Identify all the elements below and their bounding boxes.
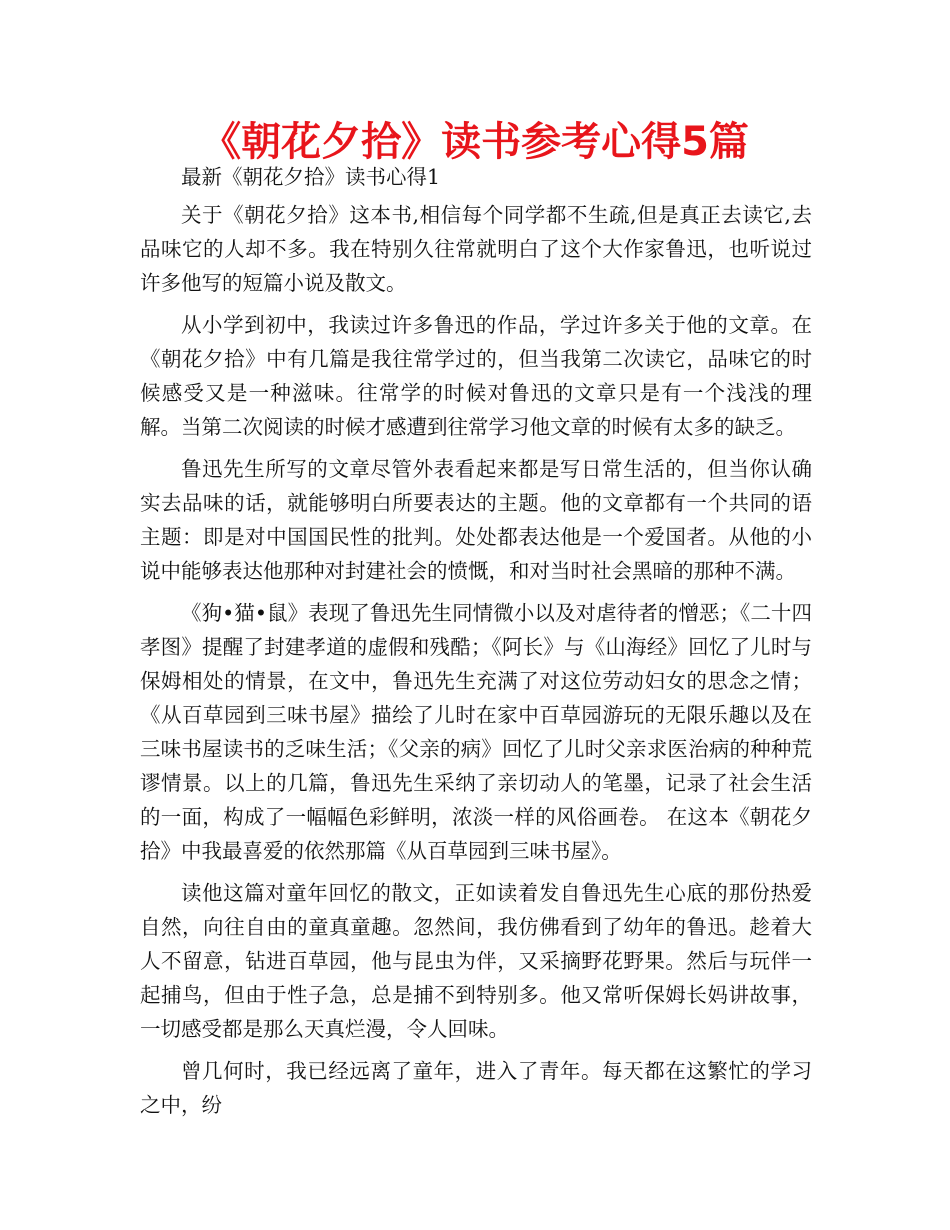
paragraph: 鲁迅先生所写的文章尽管外表看起来都是写日常生活的，但当你认确实去品味的话，就能够明白所要表达的主题。他的文章都有一个共同的语主题：即是对中国国民性的批判。处处都表达他是一个爱国者。从他的小说中能够表达他那种对封建社会的愤慨，和对当时社会黑暗的那种不满。 xyxy=(140,457,812,583)
paragraph: 读他这篇对童年回忆的散文，正如读着发自鲁迅先生心底的那份热爱自然，向往自由的童真童趣。忽然间，我仿佛看到了幼年的鲁迅。趁着大人不留意，钻进百草园，他与昆虫为伴，又采摘野花野果。然后与玩伴一起捕鸟，但由于性子急，总是捕不到特别多。他又常听保姆长妈讲故事， 一切感受都是那么天真烂漫，令人回味。 xyxy=(140,881,812,1041)
section-subtitle: 最新《朝花夕拾》读书心得1 xyxy=(181,165,441,189)
paragraph: 《狗•猫•鼠》表现了鲁迅先生同情微小以及对虐待者的憎恶；《二十四孝图》提醒了封建孝道的虚假和残酷；《阿长》与《山海经》回忆了儿时与保姆相处的情景，在文中，鲁迅先生充满了对这位劳动妇女的思念之情；《从百草园到三味书屋》描绘了儿时在家中百草园游玩的无限乐趣以及在三味书屋读书的乏味生活；《父亲的病》回忆了儿时父亲求医治病的种种荒谬情景。以上的几篇，鲁迅先生采纳了亲切动人的笔墨，记录了社会生活的一面，构成了一幅幅色彩鲜明，浓淡一样的风俗画卷。 在这本《朝花夕拾》中我最喜爱的依然那篇《从百草园到三味书屋》。 xyxy=(140,601,812,863)
document-title: 《朝花夕拾》读书参考心得5篇 xyxy=(201,119,749,165)
document-body xyxy=(140,160,812,1130)
paragraph: 关于《朝花夕拾》这本书,相信每个同学都不生疏,但是真正去读它,去品味它的人却不多。我在特别久往常就明白了这个大作家鲁迅，也听说过许多他写的短篇小说及散文。 xyxy=(140,203,812,295)
paragraph: 曾几何时，我已经远离了童年，进入了青年。每天都在这繁忙的学习之中，纷 xyxy=(140,1059,812,1117)
paragraph: 从小学到初中，我读过许多鲁迅的作品，学过许多关于他的文章。在《朝花夕拾》中有几篇是我往常学过的，但当我第二次读它，品味它的时候感受又是一种滋味。往常学的时候对鲁迅的文章只是有一个浅浅的理解。当第二次阅读的时候才感遭到往常学习他文章的时候有太多的缺乏。 xyxy=(140,313,812,439)
